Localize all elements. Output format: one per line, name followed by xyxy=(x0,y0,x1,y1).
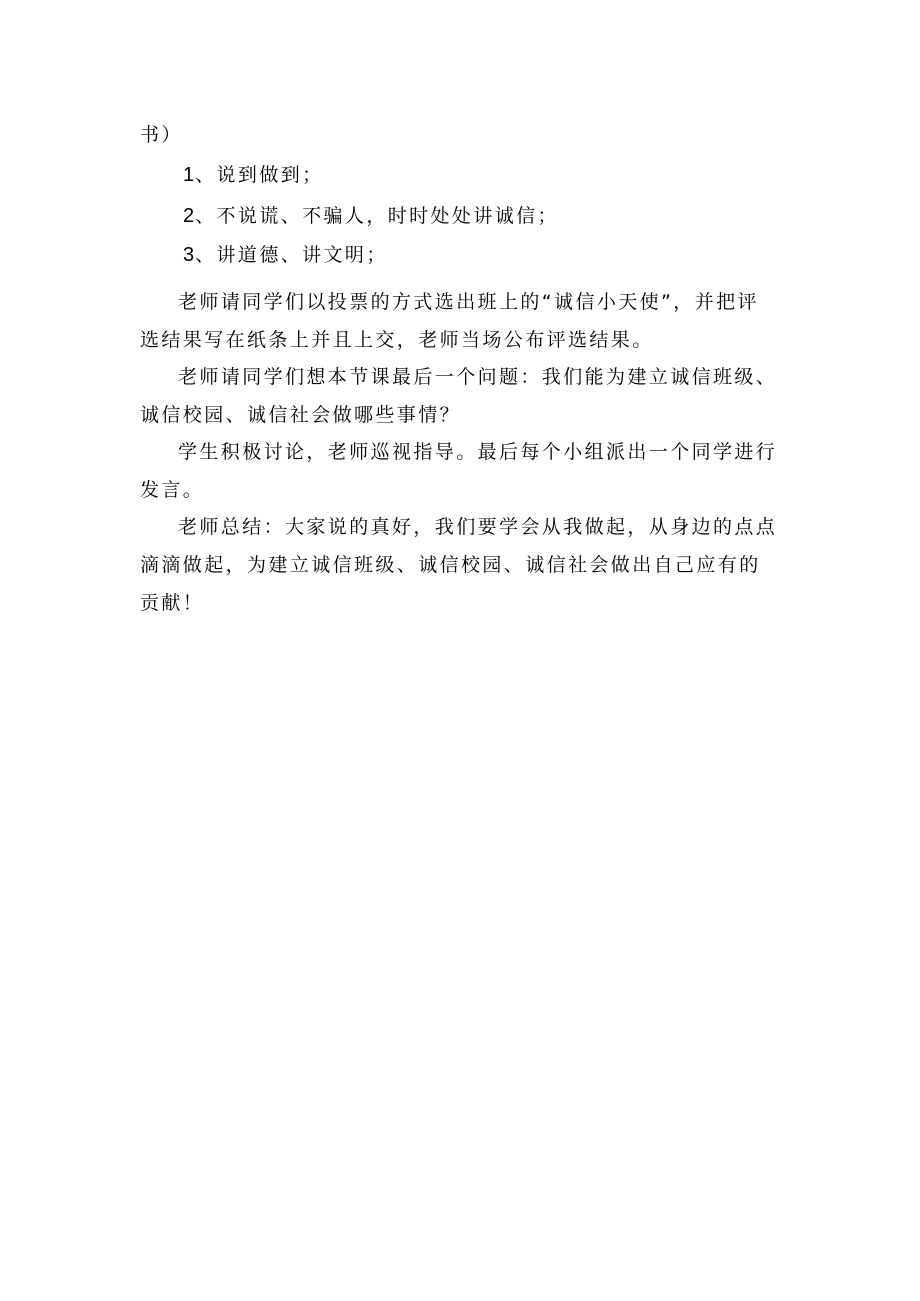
continuation-line: 书） xyxy=(140,124,183,146)
paragraph-voting: 老师请同学们以投票的方式选出班上的“诚信小天使”，并把评选结果写在纸条上并且上交，老师当场公布评选结果。 xyxy=(140,291,759,351)
list-number: 3 xyxy=(183,244,195,266)
paragraph-summary: 老师总结：大家说的真好，我们要学会从我做起，从身边的点点滴滴做起，为建立诚信班级、诚信校园、诚信社会做出自己应有的贡献！ xyxy=(140,516,778,614)
list-number: 2 xyxy=(183,205,195,227)
list-item-3 xyxy=(183,240,388,270)
list-item-2 xyxy=(183,201,559,231)
list-text: 、不说谎、不骗人，时时处处讲诚信； xyxy=(195,205,559,227)
list-number: 1 xyxy=(183,164,195,186)
paragraph-discussion: 学生积极讨论，老师巡视指导。最后每个小组派出一个同学进行发言。 xyxy=(140,441,778,501)
paragraph-question: 老师请同学们想本节课最后一个问题：我们能为建立诚信班级、诚信校园、诚信社会做哪些事情？ xyxy=(140,366,778,426)
list-item-1 xyxy=(183,160,324,190)
list-text: 、讲道德、讲文明； xyxy=(195,244,388,266)
list-text: 、说到做到； xyxy=(195,164,324,186)
